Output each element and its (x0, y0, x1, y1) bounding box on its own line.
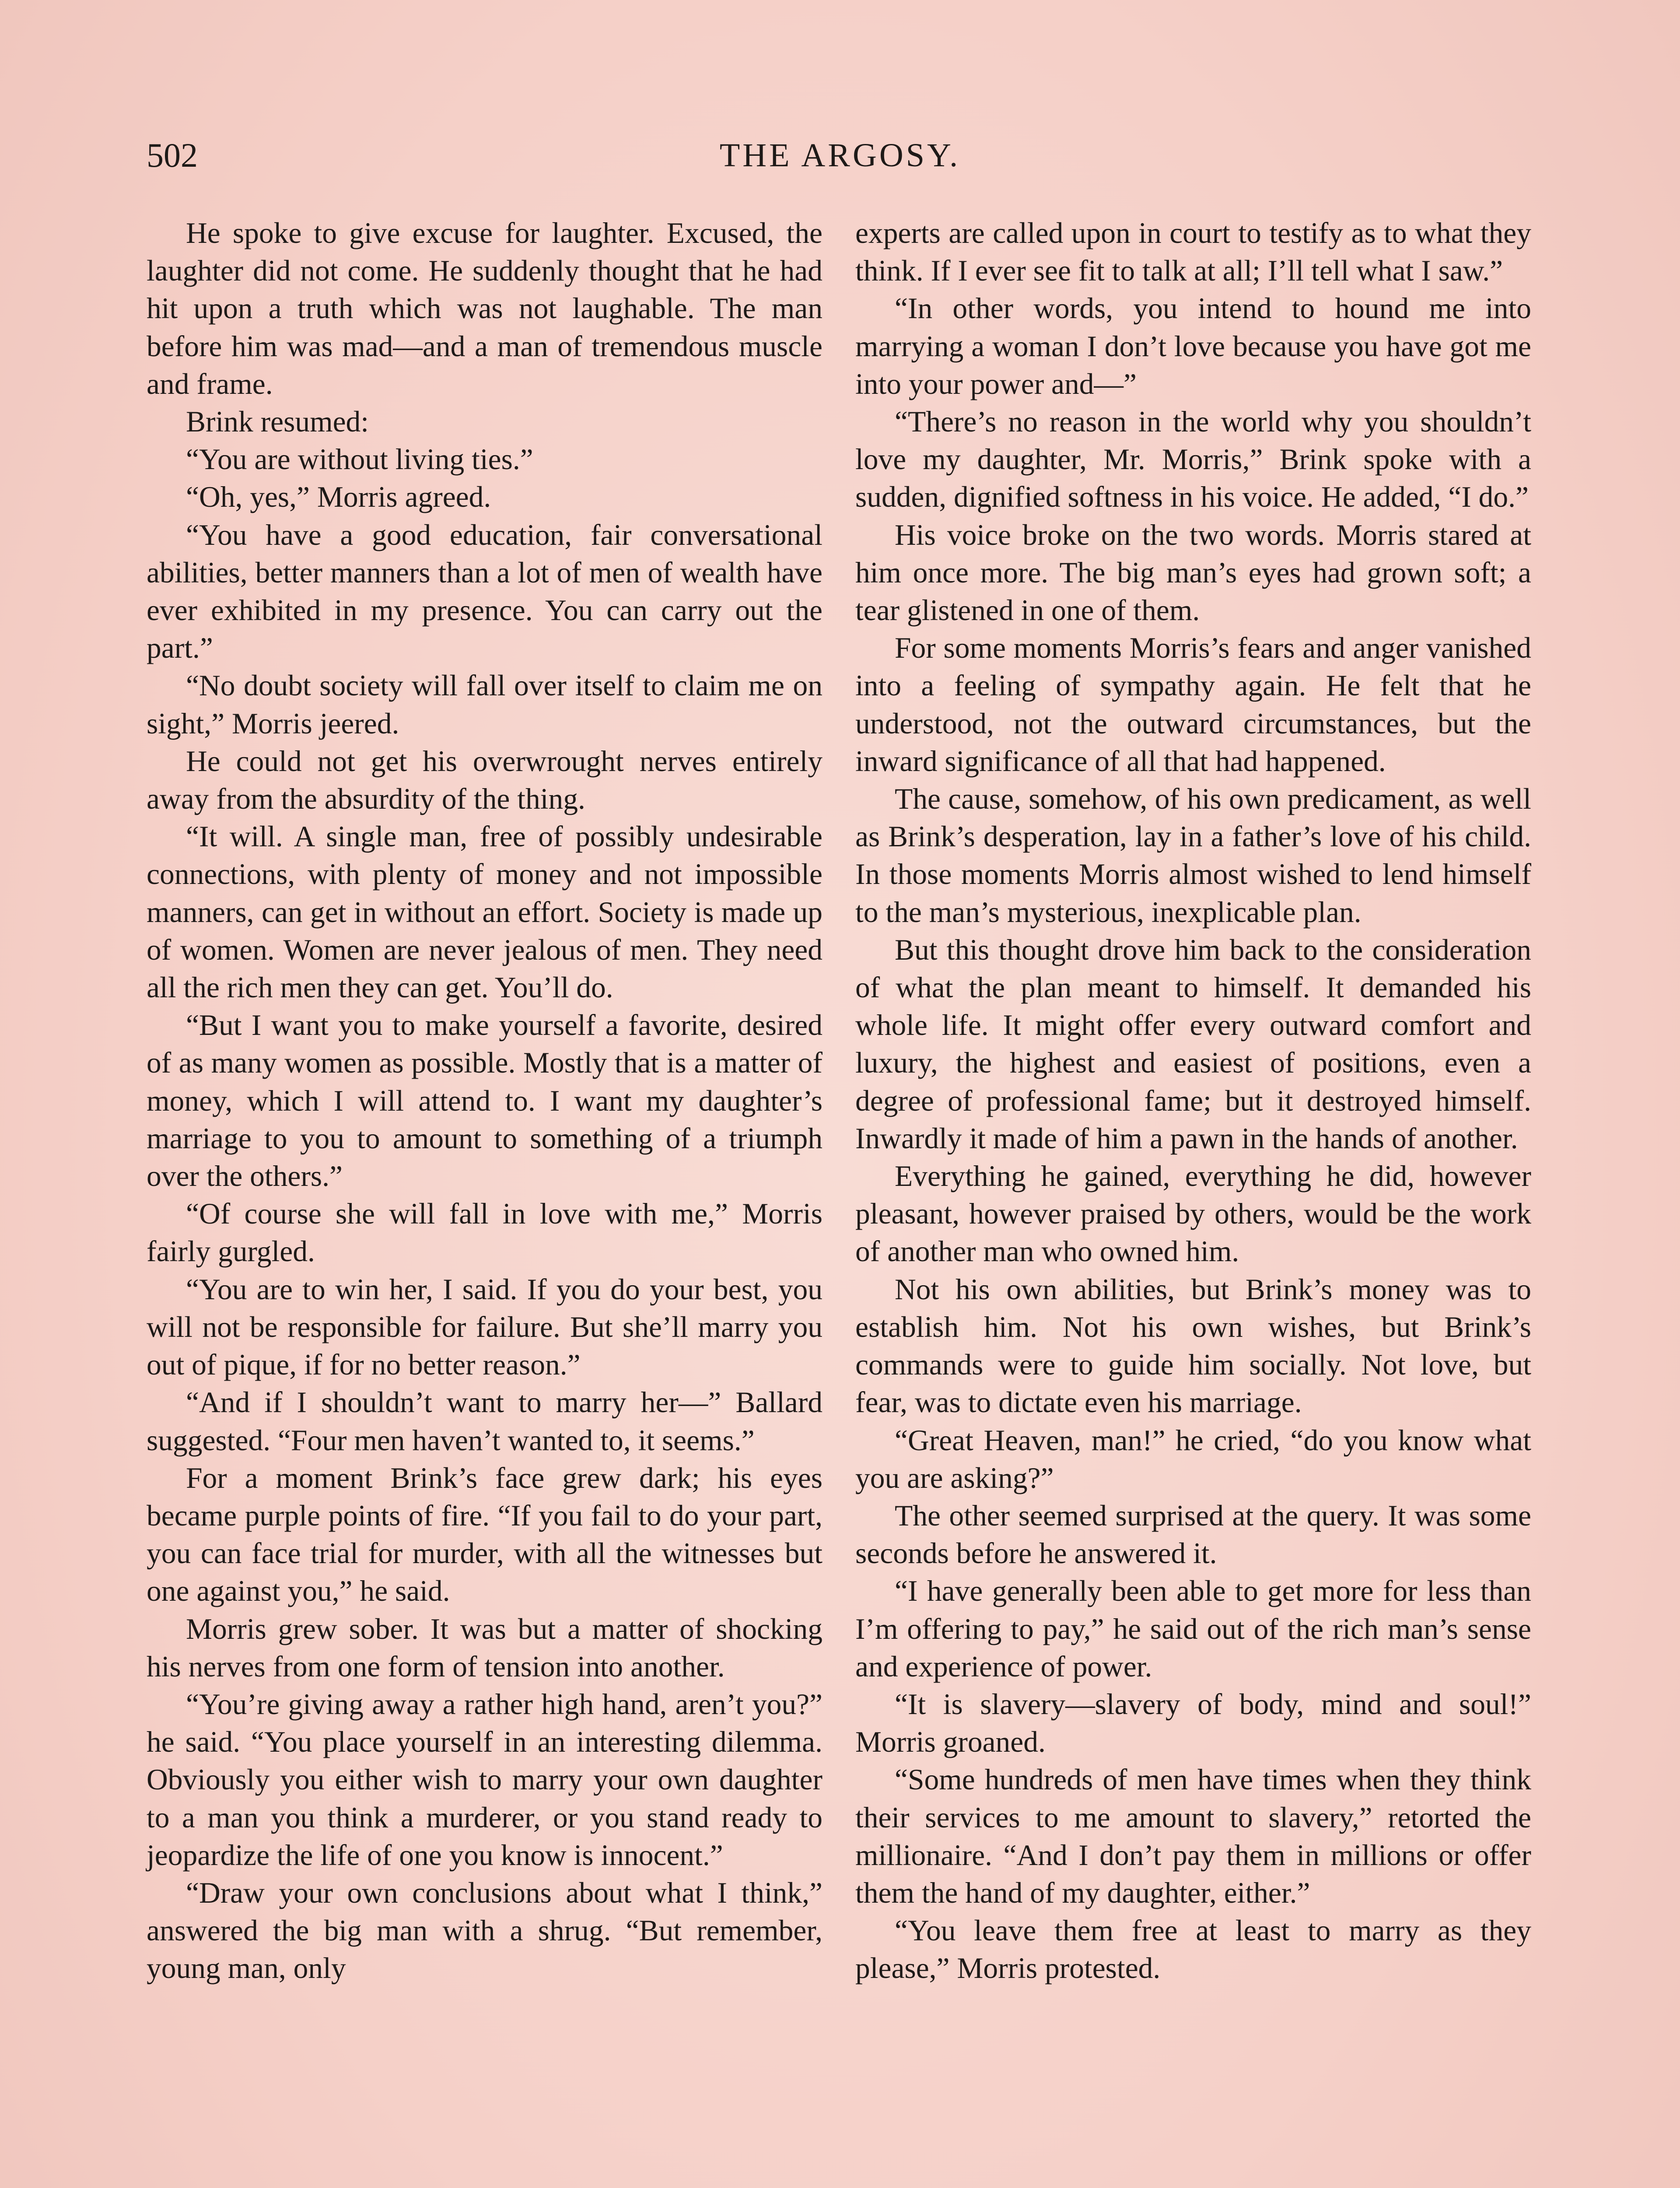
paragraph: “It is slavery—slavery of body, mind and soul!” Morris groaned. (855, 1687, 1531, 1759)
paragraph: “No doubt society will fall over itself to claim me on sight,” Morris jeered. (147, 669, 822, 740)
paragraph: The other seemed surprised at the query. It was some seconds before he answered it. (855, 1499, 1531, 1570)
right-column (855, 214, 1531, 1988)
paragraph: “Of course she will fall in love with me,” Morris fairly gurgled. (147, 1197, 822, 1268)
paragraph: Everything he gained, everything he did, however pleasant, however praised by others, would be the work of another man who owned him. (855, 1160, 1531, 1268)
paragraph: “But I want you to make yourself a favorite, desired of as many women as possible. Mostly that is a matter of money, which I will attend to. I want my daughter’s marriage to you to amount to something of a triumph over the others.” (147, 1009, 822, 1193)
paragraph: “You’re giving away a rather high hand, aren’t you?” he said. “You place yourself in an interesting dilemma. Obviously you either wish to marry your own daughter to a man you think a murderer, or you stand ready to jeopardize the life of one you know is innocent.” (147, 1687, 822, 1872)
page-number: 502 (147, 136, 198, 174)
paragraph: Brink resumed: (186, 405, 369, 438)
paragraph: “And if I shouldn’t want to marry her—” Ballard suggested. “Four men haven’t wanted to, it seems.” (147, 1386, 822, 1457)
paragraph: He could not get his overwrought nerves entirely away from the absurdity of the thing. (147, 744, 822, 816)
paragraph: “You are without living ties.” (186, 443, 533, 476)
paragraph: “There’s no reason in the world why you shouldn’t love my daughter, Mr. Morris,” Brink spoke with a sudden, dignified softness in his voice. He added, “I do.” (855, 405, 1531, 514)
paragraph: He spoke to give excuse for laughter. Excused, the laughter did not come. He suddenly thought that he had hit upon a truth which was not laughable. The man before him was mad—and a man of tremendous muscle and frame. (147, 217, 822, 400)
paragraph: Morris grew sober. It was but a matter of shocking his nerves from one form of tension into another. (147, 1612, 822, 1683)
paragraph-continued: experts are called upon in court to testify as to what they think. If I ever see fit to talk at all; I’ll tell what I saw.” (855, 217, 1531, 288)
paragraph: The cause, somehow, of his own predicament, as well as Brink’s desperation, lay in a father’s love of his child. In those moments Morris almost wished to lend himself to the man’s mysterious, inexplicable plan. (855, 782, 1531, 929)
paragraph: “Great Heaven, man!” he cried, “do you know what you are asking?” (855, 1424, 1531, 1494)
paragraph: “You are to win her, I said. If you do your best, you will not be responsible for failure. But she’ll marry you out of pique, if for no better reason.” (147, 1273, 822, 1382)
left-column (147, 214, 822, 1988)
running-head: THE ARGOSY. (719, 137, 961, 174)
paragraph: “I have generally been able to get more for less than I’m offering to pay,” he said out of the rich man’s sense and experience of power. (855, 1574, 1531, 1683)
paragraph: His voice broke on the two words. Morris stared at him once more. The big man’s eyes had grown soft; a tear glistened in one of them. (855, 518, 1531, 627)
paragraph: But this thought drove him back to the consideration of what the plan meant to himself. It demanded his whole life. It might offer every outward comfort and luxury, the highest and easiest of positions, even a degree of professional fame; but it destroyed himself. Inwardly it made of him a pawn in the hands of another. (855, 933, 1531, 1155)
paragraph: “Oh, yes,” Morris agreed. (186, 480, 491, 514)
paragraph: “In other words, you intend to hound me into marrying a woman I don’t love because you have got me into your power and—” (855, 292, 1531, 400)
page-header (147, 131, 1533, 179)
paragraph: “It will. A single man, free of possibly undesirable connections, with plenty of money and not impossible manners, can get in without an effort. Society is made up of women. Women are never jealous of men. They need all the rich men they can get. You’ll do. (147, 820, 822, 1004)
paragraph: For some moments Morris’s fears and anger vanished into a feeling of sympathy again. He felt that he understood, not the outward circumstances, but the inward significance of all that had happened. (855, 631, 1531, 778)
paragraph: “You have a good education, fair conversational abilities, better manners than a lot of men of wealth have ever exhibited in my presence. You can carry out the part.” (147, 518, 822, 665)
paragraph: “You leave them free at least to marry as they please,” Morris protested. (855, 1914, 1531, 1985)
paragraph: For a moment Brink’s face grew dark; his eyes became purple points of fire. “If you fail to do your part, you can face trial for murder, with all the witnesses but one against you,” he said. (147, 1461, 822, 1608)
paragraph: Not his own abilities, but Brink’s money was to establish him. Not his own wishes, but Brink’s commands were to guide him socially. Not love, but fear, was to dictate even his marriage. (855, 1273, 1531, 1419)
paragraph: “Some hundreds of men have times when they think their services to me amount to slavery,” retorted the millionaire. “And I don’t pay them in millions or offer them the hand of my daughter, either.” (855, 1763, 1531, 1909)
paragraph: “Draw your own conclusions about what I think,” answered the big man with a shrug. “But remember, young man, only (147, 1876, 822, 1985)
